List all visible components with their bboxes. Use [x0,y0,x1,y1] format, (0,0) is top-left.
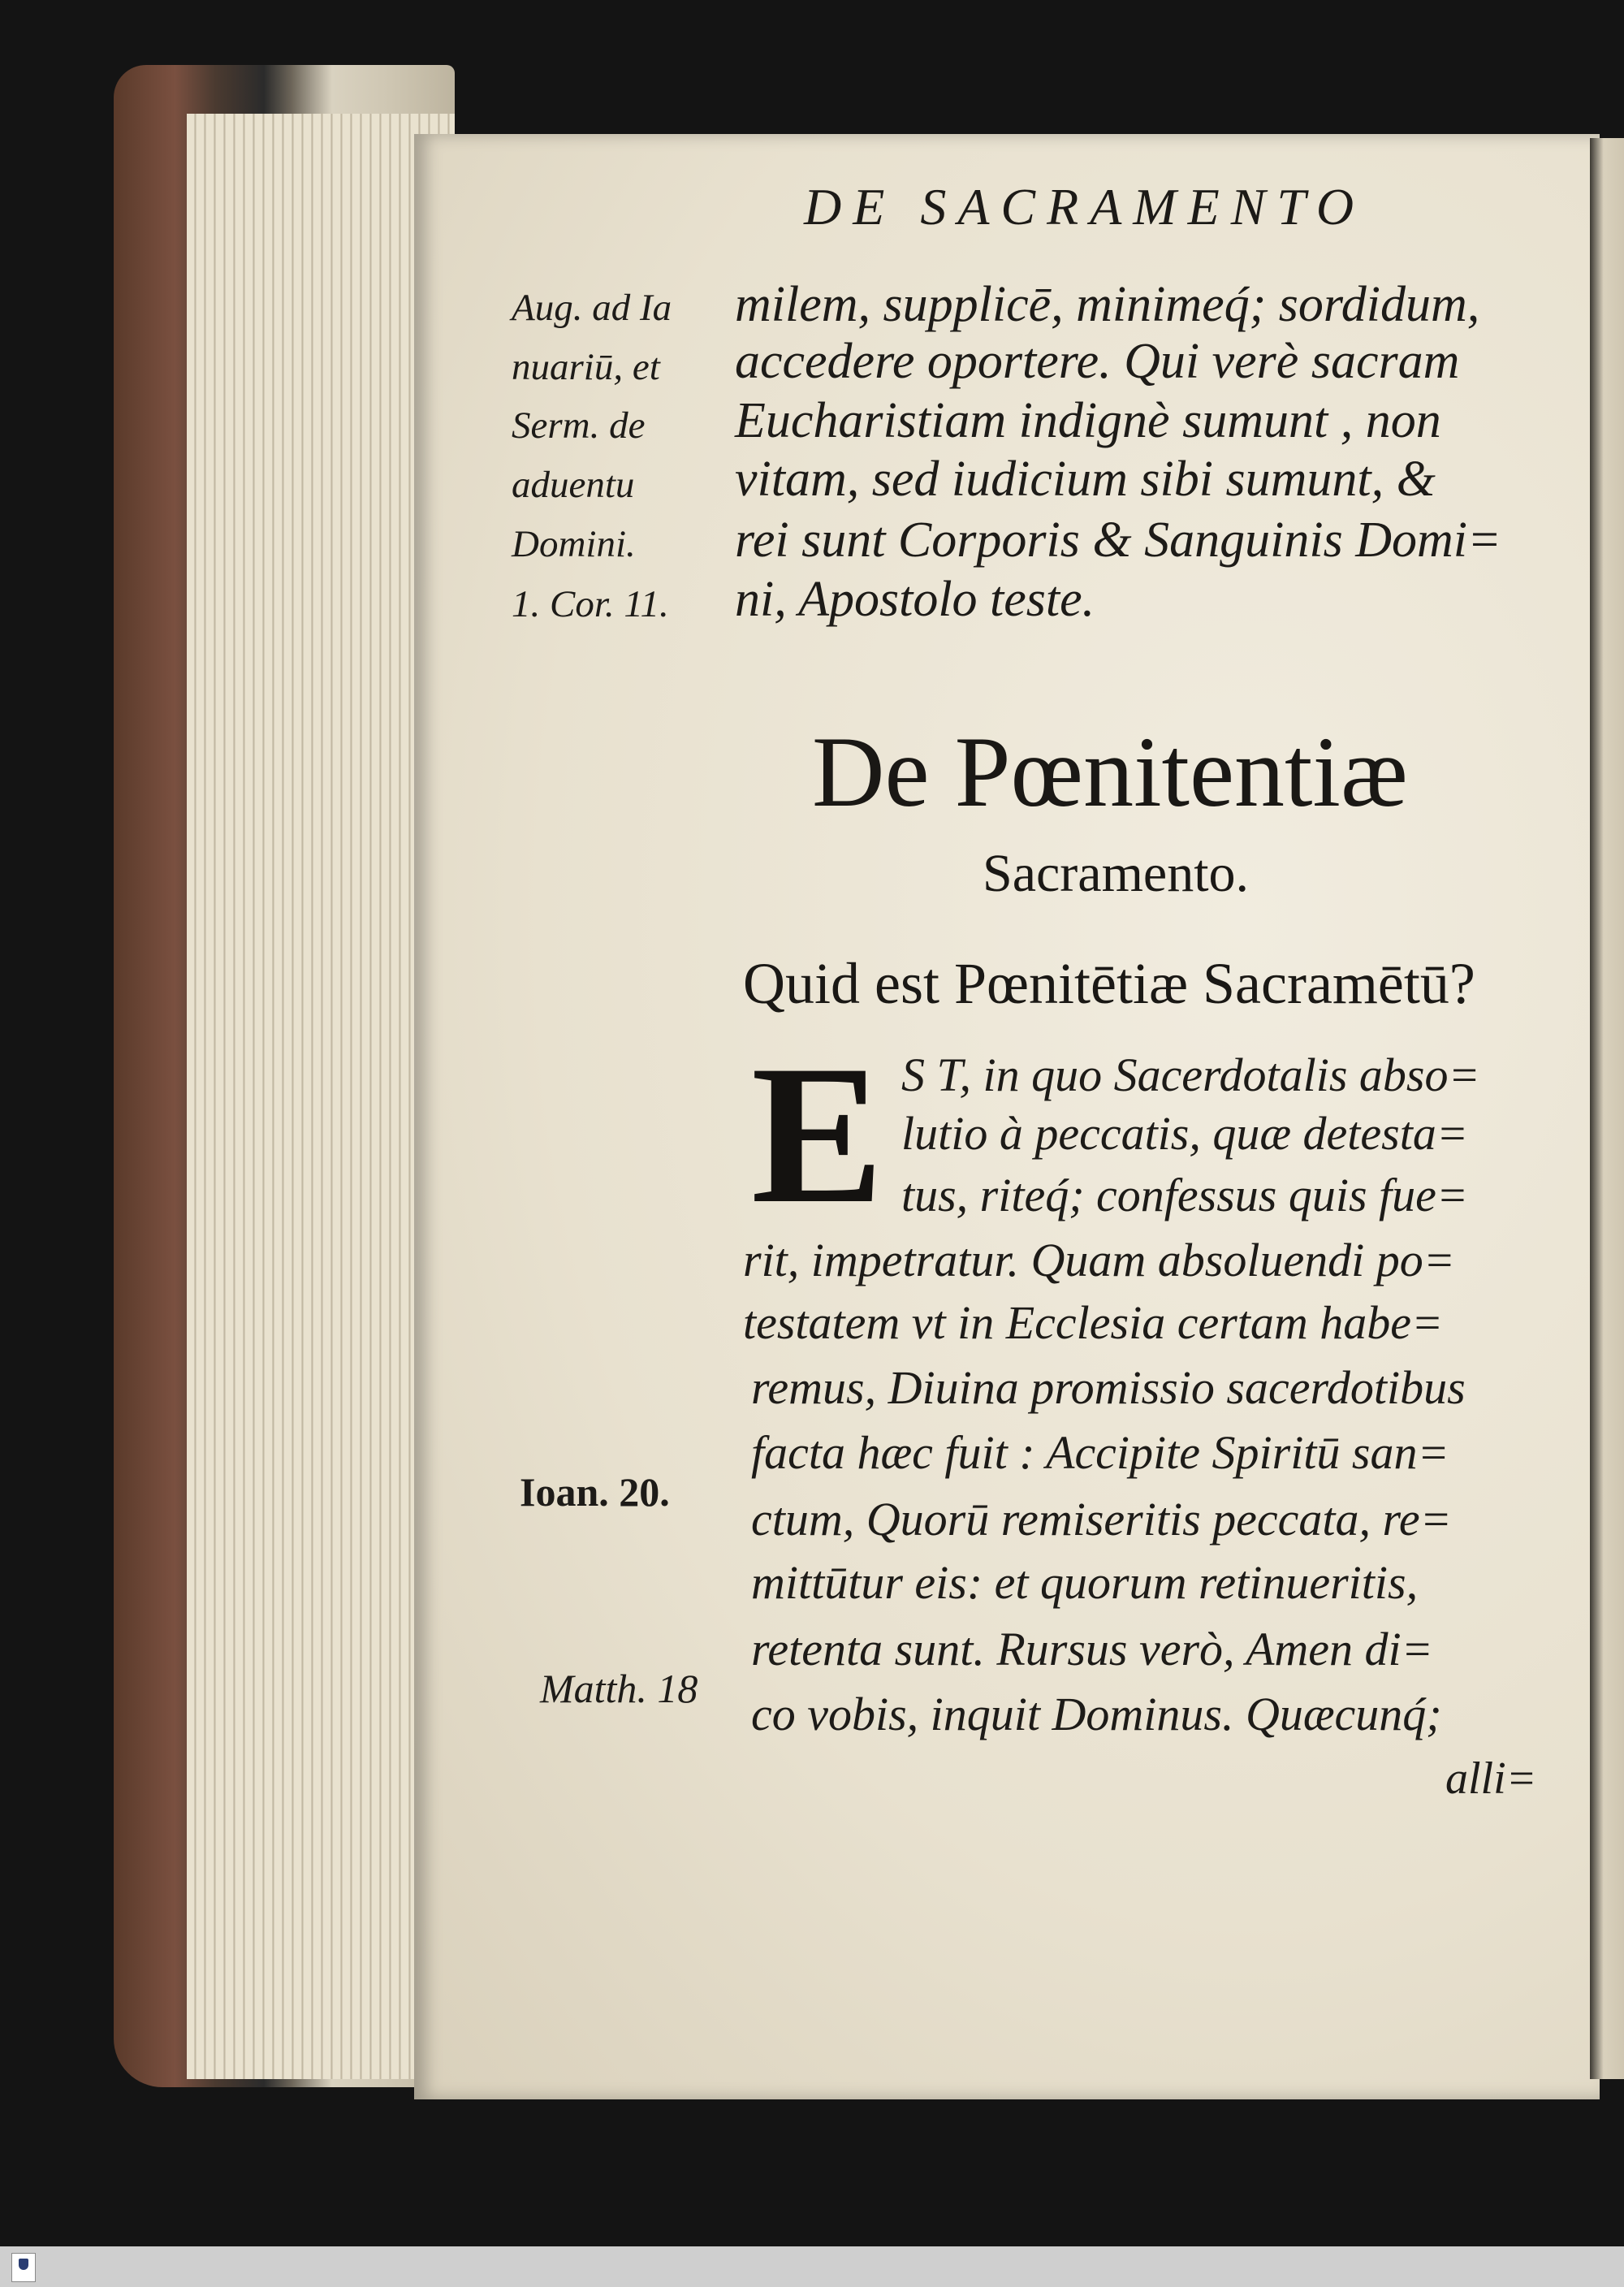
text-line: ctum, Quorū remiseritis peccata, re= [751,1493,1452,1546]
text-line: rei sunt Corporis & Sanguinis Domi= [735,512,1501,568]
text-line: ni, Apostolo teste. [735,572,1095,627]
margin-note: aduentu [512,464,635,506]
library-logo-icon[interactable] [11,2253,36,2282]
text-line: testatem vt in Ecclesia certam habe= [743,1296,1444,1349]
text-line: milem, supplicē, minimeq́; sordidum, [735,277,1480,332]
text-line: lutio à peccatis, quæ detesta= [901,1107,1468,1160]
margin-note: Serm. de [512,404,646,447]
text-line: S T, in quo Sacerdotalis abso= [901,1048,1480,1101]
margin-note: Aug. ad Ia [512,287,672,329]
margin-note: Domini. [512,523,636,565]
viewer-footer-bar [0,2246,1624,2287]
text-line: mittūtur eis: et quorum retinueritis, [751,1556,1419,1609]
text-line: facta hæc fuit : Accipite Spiritū san= [751,1426,1449,1479]
catchword: alli= [1445,1753,1537,1804]
margin-note: Ioan. 20. [520,1469,670,1515]
text-line: vitam, sed iudicium sibi sumunt, & [735,452,1436,507]
text-line: accedere oportere. Qui verè sacram [735,334,1460,389]
text-line: tus, riteq́; confessus quis fue= [901,1169,1469,1221]
section-title: De Pœnitentiæ [812,716,1408,828]
text-line: rit, impetratur. Quam absoluendi po= [743,1234,1455,1286]
text-line: remus, Diuina promissio sacerdotibus [751,1361,1466,1414]
margin-note: nuariū, et [512,346,660,388]
question-heading: Quid est Pœnitētiæ Sacramētū? [743,951,1475,1016]
section-subtitle: Sacramento. [983,844,1250,903]
margin-note: Matth. 18 [540,1666,698,1711]
running-head: DE SACRAMENTO [804,178,1366,236]
drop-cap: E [751,1024,884,1244]
text-line: Eucharistiam indignè sumunt , non [735,393,1441,448]
next-page-edge [1590,138,1624,2079]
margin-note: 1. Cor. 11. [512,583,669,625]
text-line: co vobis, inquit Dominus. Quæcunq́; [751,1688,1442,1740]
text-line: retenta sunt. Rursus verò, Amen di= [751,1623,1433,1675]
